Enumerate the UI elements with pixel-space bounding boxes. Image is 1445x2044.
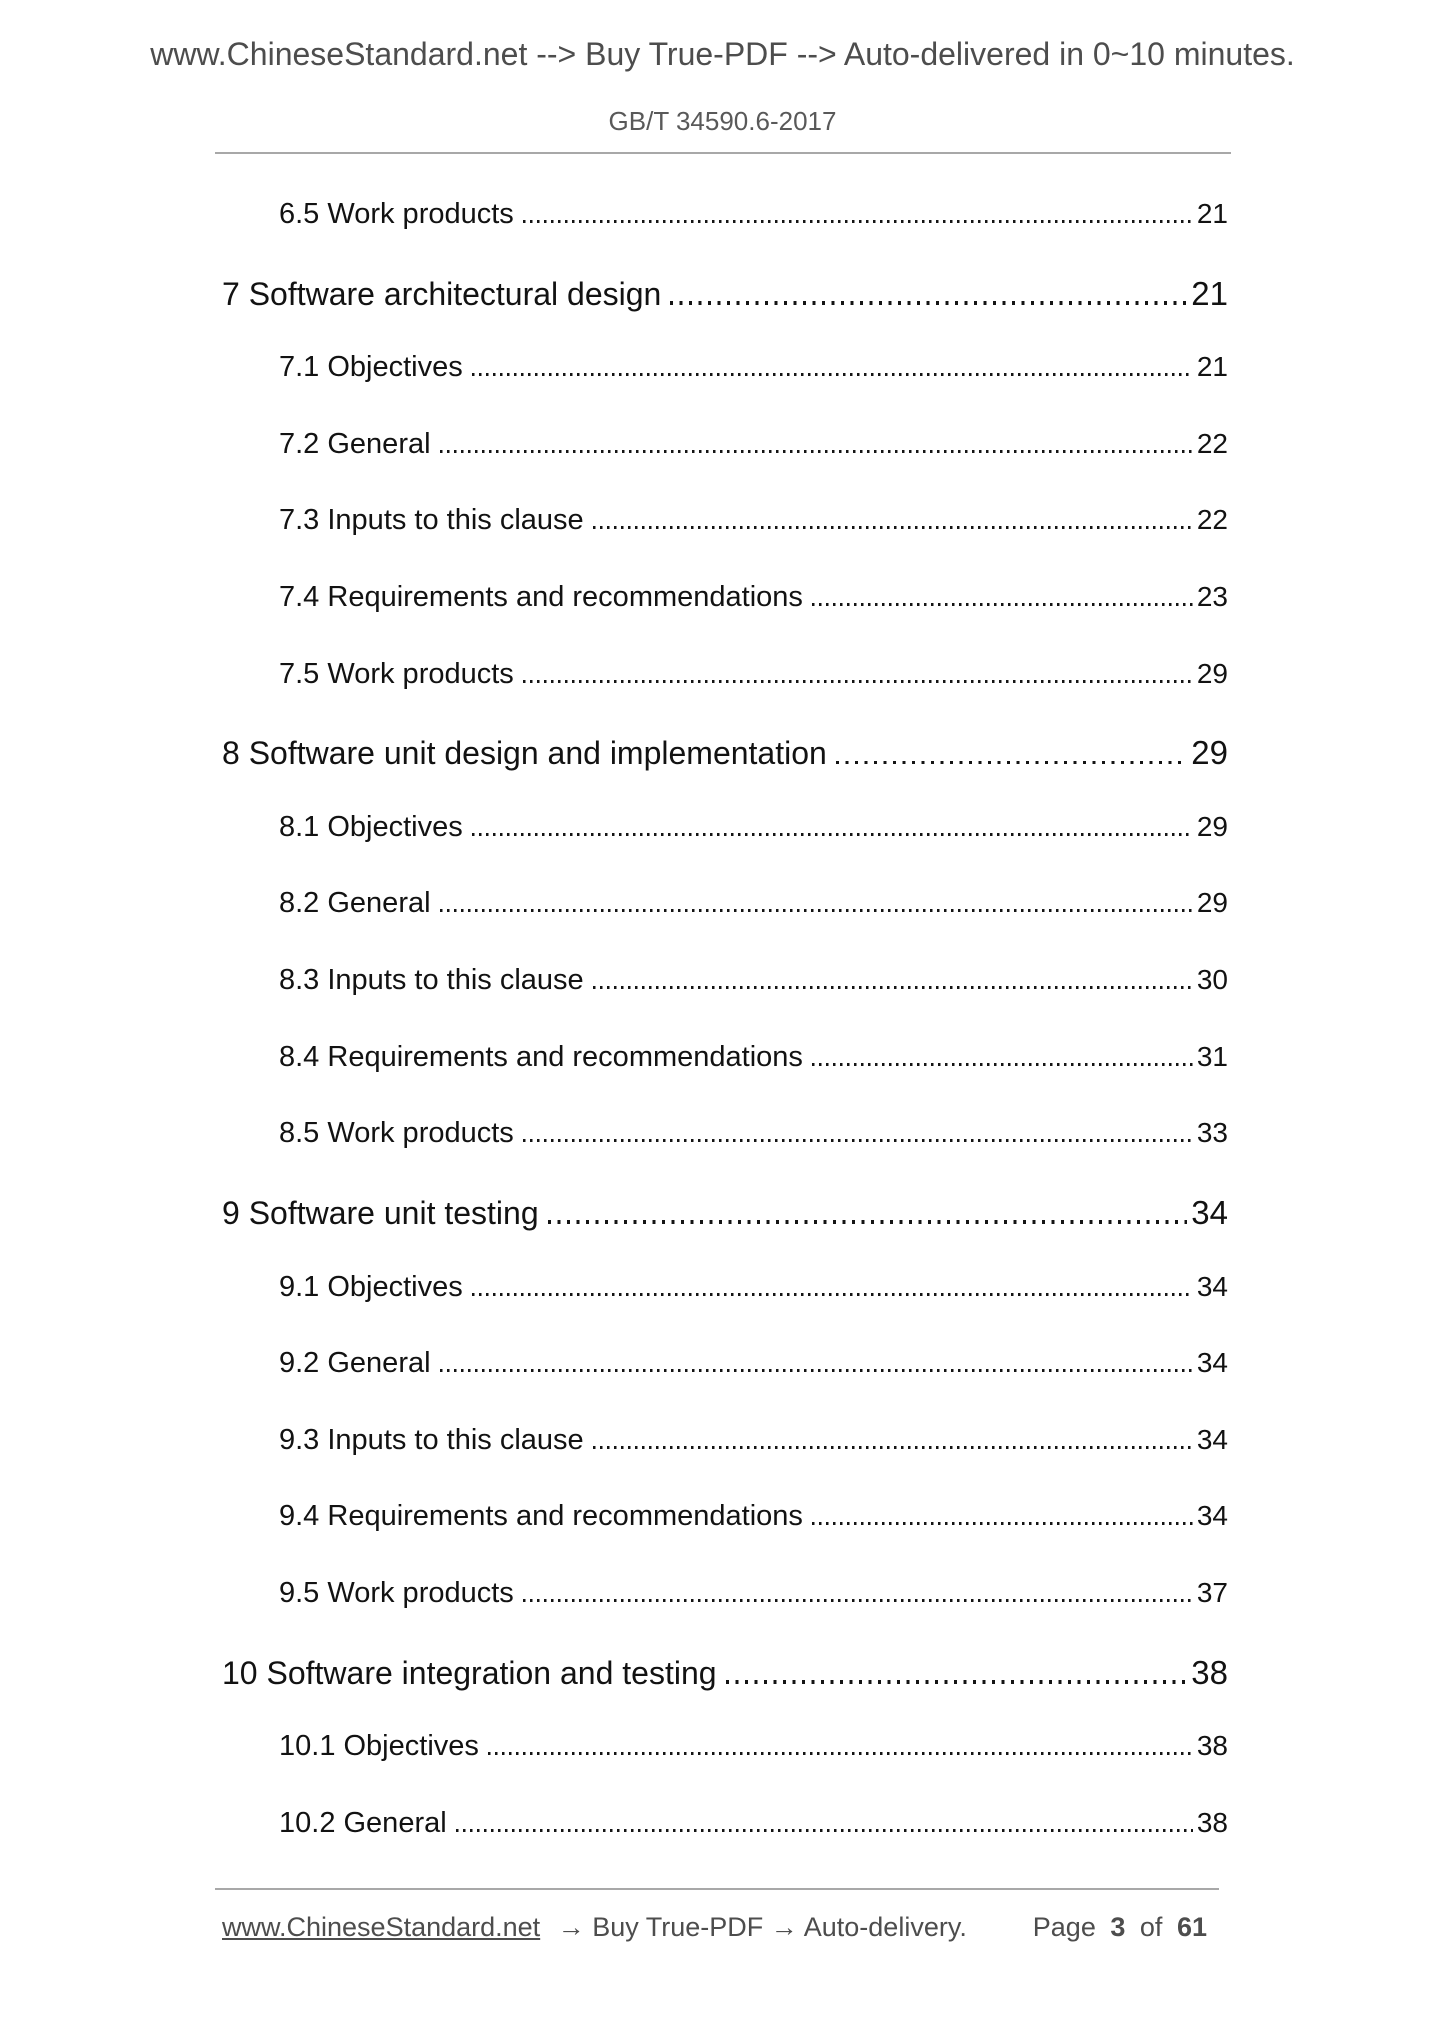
toc-entry-label: 6.5 Work products — [279, 198, 514, 230]
toc-entry-label: 8.4 Requirements and recommendations — [279, 1040, 803, 1073]
toc-entry[interactable] — [222, 1654, 1228, 1731]
toc-entry-label: 9.4 Requirements and recommendations — [279, 1500, 803, 1533]
toc-entry[interactable] — [222, 1807, 1228, 1884]
toc-entry-label: 9.3 Inputs to this clause — [279, 1423, 584, 1456]
toc-entry-page: 22 — [1196, 504, 1228, 536]
dot-leader — [593, 986, 1193, 989]
dot-leader — [440, 909, 1193, 912]
page-label: Page — [1032, 1912, 1096, 1942]
footer-tagline: → Buy True-PDF → Auto-delivery. — [557, 1912, 967, 1942]
toc-entry-label: 9.5 Work products — [279, 1576, 514, 1609]
dot-leader — [456, 1829, 1193, 1832]
toc-entry-page: 29 — [1196, 657, 1228, 689]
dot-leader — [440, 450, 1193, 453]
toc-entry-label: 8.1 Objectives — [279, 810, 463, 843]
toc-entry-page: 23 — [1196, 581, 1228, 613]
toc-entry-page: 34 — [1191, 1193, 1228, 1231]
toc-entry-page: 34 — [1196, 1423, 1228, 1455]
toc-entry[interactable] — [222, 275, 1228, 352]
dot-leader — [472, 373, 1193, 376]
toc-entry-label: 9.1 Objectives — [279, 1270, 463, 1303]
dot-leader — [523, 680, 1193, 683]
toc-entry-label: 10 Software integration and testing — [222, 1654, 717, 1691]
toc-entry-page: 37 — [1196, 1576, 1228, 1608]
document-number: GB/T 34590.6-2017 — [608, 106, 837, 136]
toc-entry-page: 29 — [1196, 887, 1228, 919]
dot-leader — [472, 833, 1193, 836]
toc-entry-label: 7.4 Requirements and recommendations — [279, 581, 803, 614]
toc-entry[interactable] — [222, 1500, 1228, 1577]
dot-leader — [523, 220, 1193, 223]
toc-entry-label: 7 Software architectural design — [222, 275, 662, 312]
dot-leader — [726, 1680, 1188, 1684]
toc-entry[interactable] — [222, 1577, 1228, 1654]
dot-leader — [670, 301, 1187, 305]
footer-rule — [215, 1888, 1219, 1890]
toc-entry-page: 38 — [1191, 1653, 1228, 1691]
toc-entry[interactable] — [222, 811, 1228, 888]
header-rule — [215, 152, 1231, 154]
toc-entry-label: 9.2 General — [279, 1347, 431, 1380]
toc-entry-page: 21 — [1196, 198, 1228, 229]
dot-leader — [523, 1599, 1193, 1602]
toc-entry-label: 7.1 Objectives — [279, 351, 463, 384]
page-total: 61 — [1176, 1912, 1207, 1942]
toc-entry-page: 21 — [1196, 351, 1228, 383]
toc-entry-page: 22 — [1196, 427, 1228, 459]
dot-leader — [523, 1139, 1193, 1142]
toc-entry[interactable] — [222, 964, 1228, 1041]
footer-left — [222, 1912, 967, 1943]
toc-entry[interactable] — [222, 581, 1228, 658]
toc-entry-label: 10.1 Objectives — [279, 1730, 479, 1763]
toc-entry-page: 21 — [1191, 274, 1228, 312]
dot-leader — [488, 1752, 1193, 1755]
dot-leader — [836, 761, 1187, 765]
dot-leader — [812, 1063, 1193, 1066]
page-footer — [222, 1912, 1214, 1943]
toc-entry-label: 8.5 Work products — [279, 1117, 514, 1150]
table-of-contents — [222, 198, 1228, 1883]
toc-entry[interactable] — [222, 504, 1228, 581]
page-current: 3 — [1110, 1912, 1126, 1942]
toc-entry-page: 38 — [1196, 1730, 1228, 1762]
toc-entry-page: 34 — [1196, 1270, 1228, 1302]
toc-entry-label: 8.3 Inputs to this clause — [279, 964, 584, 997]
toc-entry-label: 7.5 Work products — [279, 657, 514, 690]
dot-leader — [548, 1220, 1188, 1224]
toc-entry-page: 34 — [1196, 1500, 1228, 1532]
toc-entry-label: 7.3 Inputs to this clause — [279, 504, 584, 537]
toc-entry-label: 8.2 General — [279, 887, 431, 920]
toc-entry-page: 29 — [1191, 734, 1228, 772]
toc-entry[interactable] — [222, 198, 1228, 275]
toc-entry[interactable] — [222, 1271, 1228, 1348]
toc-entry[interactable] — [222, 734, 1228, 811]
dot-leader — [593, 526, 1193, 529]
toc-entry[interactable] — [222, 1041, 1228, 1118]
toc-entry[interactable] — [222, 658, 1228, 735]
toc-entry-label: 8 Software unit design and implementation — [222, 735, 827, 772]
footer-website-link[interactable]: www.ChineseStandard.net — [222, 1912, 541, 1942]
dot-leader — [472, 1293, 1193, 1296]
toc-entry-label: 10.2 General — [279, 1806, 447, 1839]
toc-entry-page: 31 — [1196, 1040, 1228, 1072]
dot-leader — [593, 1446, 1193, 1449]
toc-entry-page: 33 — [1196, 1117, 1228, 1149]
toc-entry[interactable] — [222, 1347, 1228, 1424]
toc-entry-page: 29 — [1196, 810, 1228, 842]
page-indicator — [1033, 1912, 1214, 1943]
toc-entry[interactable] — [222, 351, 1228, 428]
toc-entry[interactable] — [222, 428, 1228, 505]
toc-entry[interactable] — [222, 1730, 1228, 1807]
dot-leader — [812, 1522, 1193, 1525]
toc-entry[interactable] — [222, 1424, 1228, 1501]
toc-entry-page: 30 — [1196, 964, 1228, 996]
toc-entry[interactable] — [222, 887, 1228, 964]
header-banner: www.ChineseStandard.net --> Buy True-PDF --> Auto-delivered in 0~10 minutes. — [150, 36, 1295, 72]
toc-entry-label: 7.2 General — [279, 427, 431, 460]
dot-leader — [440, 1369, 1193, 1372]
toc-entry[interactable] — [222, 1117, 1228, 1194]
toc-entry-page: 38 — [1196, 1806, 1228, 1838]
toc-entry-page: 34 — [1196, 1347, 1228, 1379]
toc-entry[interactable] — [222, 1194, 1228, 1271]
toc-entry-label: 9 Software unit testing — [222, 1194, 539, 1231]
dot-leader — [812, 603, 1193, 606]
of-label: of — [1139, 1912, 1163, 1942]
